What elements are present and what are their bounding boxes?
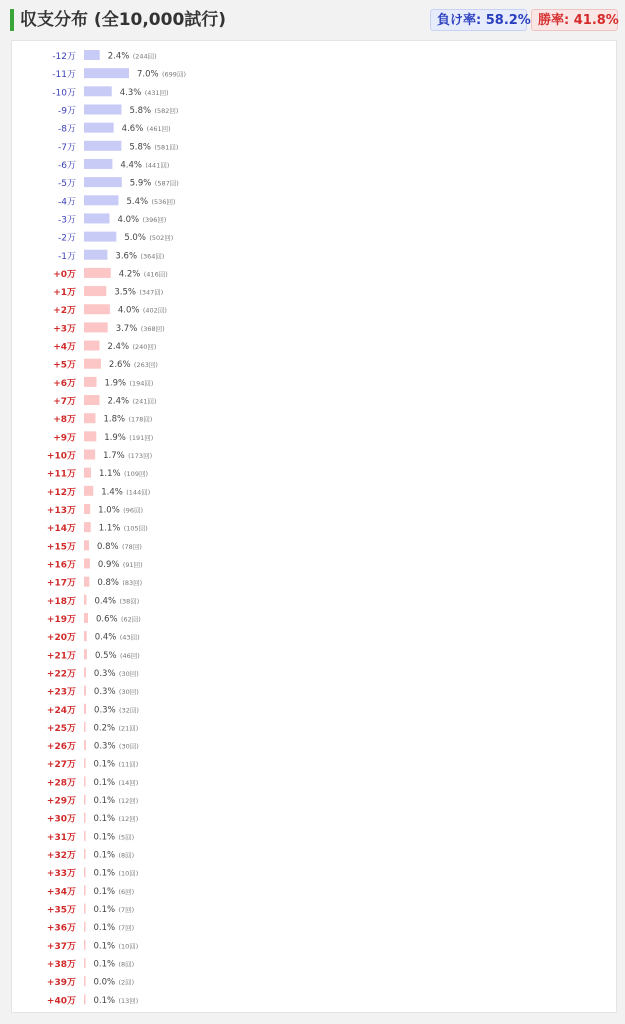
category-label: +32万 bbox=[46, 851, 76, 862]
count-label: (12回) bbox=[118, 815, 139, 824]
category-label: +19万 bbox=[46, 614, 76, 625]
bar bbox=[84, 595, 86, 605]
category-label: +15万 bbox=[46, 542, 76, 553]
percent-label: 5.8% bbox=[129, 105, 152, 116]
bar bbox=[84, 286, 106, 296]
category-label: +8万 bbox=[53, 415, 76, 426]
bar bbox=[84, 904, 86, 914]
percent-label: 0.1% bbox=[93, 923, 116, 934]
category-label: +16万 bbox=[46, 560, 76, 571]
bar bbox=[84, 885, 86, 895]
percent-label: 0.3% bbox=[94, 705, 116, 716]
percent-label: 0.1% bbox=[93, 850, 116, 861]
percent-label: 4.0% bbox=[117, 305, 140, 316]
count-label: (11回) bbox=[118, 760, 139, 769]
category-label: +23万 bbox=[46, 687, 76, 698]
category-label: +35万 bbox=[46, 905, 76, 916]
percent-label: 5.8% bbox=[129, 142, 152, 153]
percent-label: 0.1% bbox=[93, 832, 116, 843]
percent-label: 1.1% bbox=[99, 469, 121, 480]
bar bbox=[84, 649, 87, 659]
percent-label: 4.2% bbox=[118, 269, 141, 280]
category-label: +20万 bbox=[46, 633, 76, 644]
count-label: (10回) bbox=[118, 942, 139, 951]
percent-label: 0.1% bbox=[93, 886, 116, 897]
bar bbox=[84, 468, 91, 478]
percent-label: 1.1% bbox=[98, 523, 121, 534]
bar bbox=[84, 558, 90, 568]
bar bbox=[84, 686, 86, 696]
bar bbox=[84, 504, 90, 514]
count-label: (191回) bbox=[129, 433, 154, 442]
percent-label: 3.7% bbox=[115, 323, 138, 334]
bar bbox=[84, 195, 119, 205]
count-label: (178回) bbox=[128, 415, 153, 424]
bar bbox=[84, 849, 86, 859]
percent-label: 0.1% bbox=[93, 777, 116, 788]
win-rate-badge: 勝率: 41.8% bbox=[531, 9, 618, 31]
category-label: +0万 bbox=[53, 269, 76, 280]
count-label: (62回) bbox=[120, 615, 141, 624]
bar bbox=[84, 758, 86, 768]
count-label: (8回) bbox=[118, 851, 135, 860]
category-label: +34万 bbox=[46, 887, 76, 898]
count-label: (536回) bbox=[151, 197, 176, 206]
category-label: +33万 bbox=[46, 869, 76, 880]
percent-label: 1.9% bbox=[104, 432, 126, 443]
bar bbox=[84, 141, 121, 151]
category-label: -6万 bbox=[58, 160, 76, 171]
bar bbox=[84, 322, 108, 332]
category-label: +14万 bbox=[46, 524, 76, 535]
count-label: (30回) bbox=[118, 742, 139, 751]
count-label: (78回) bbox=[122, 542, 142, 551]
category-label: +36万 bbox=[46, 923, 76, 934]
category-label: +17万 bbox=[46, 578, 76, 589]
count-label: (416回) bbox=[143, 270, 168, 279]
bar bbox=[84, 213, 109, 223]
percent-label: 0.6% bbox=[95, 614, 118, 625]
percent-label: 0.8% bbox=[97, 578, 119, 589]
count-label: (5回) bbox=[118, 833, 135, 842]
bar bbox=[84, 232, 116, 242]
bar bbox=[84, 522, 91, 532]
count-label: (105回) bbox=[123, 524, 148, 533]
count-label: (10回) bbox=[118, 869, 139, 878]
category-label: -8万 bbox=[58, 124, 76, 135]
category-label: +5万 bbox=[53, 360, 76, 371]
count-label: (43回) bbox=[119, 633, 140, 642]
category-label: +25万 bbox=[46, 723, 76, 734]
bar bbox=[84, 722, 86, 732]
percent-label: 0.1% bbox=[93, 796, 116, 807]
count-label: (144回) bbox=[126, 488, 151, 497]
count-label: (8回) bbox=[118, 960, 135, 969]
bar bbox=[84, 540, 89, 550]
category-label: -11万 bbox=[52, 70, 76, 81]
category-label: +1万 bbox=[53, 288, 76, 299]
percent-label: 0.3% bbox=[93, 741, 116, 752]
category-label: +26万 bbox=[46, 742, 76, 753]
count-label: (38回) bbox=[119, 597, 140, 606]
category-label: +40万 bbox=[46, 996, 76, 1007]
category-label: +22万 bbox=[46, 669, 76, 680]
bar bbox=[84, 377, 96, 387]
bar bbox=[84, 831, 86, 841]
percent-label: 0.1% bbox=[93, 814, 116, 825]
percent-label: 4.3% bbox=[119, 87, 142, 98]
category-label: -9万 bbox=[58, 106, 76, 117]
bar bbox=[84, 740, 86, 750]
bar bbox=[84, 86, 112, 96]
bar bbox=[84, 976, 86, 986]
category-label: +21万 bbox=[46, 651, 76, 662]
category-label: -12万 bbox=[52, 52, 76, 62]
count-label: (30回) bbox=[118, 688, 139, 697]
count-label: (263回) bbox=[133, 361, 158, 370]
percent-label: 0.0% bbox=[93, 977, 116, 988]
percent-label: 3.6% bbox=[115, 251, 138, 262]
percent-label: 0.1% bbox=[93, 941, 116, 952]
category-label: +27万 bbox=[46, 760, 76, 771]
percent-label: 2.4% bbox=[107, 51, 130, 62]
category-label: +18万 bbox=[46, 596, 76, 607]
count-label: (699回) bbox=[162, 70, 186, 79]
count-label: (30回) bbox=[118, 669, 139, 678]
bar bbox=[84, 413, 95, 423]
category-label: +2万 bbox=[53, 306, 76, 317]
category-label: -7万 bbox=[58, 142, 76, 153]
percent-label: 5.0% bbox=[124, 233, 146, 244]
category-label: +11万 bbox=[46, 469, 76, 480]
percent-label: 5.4% bbox=[126, 196, 149, 207]
count-label: (461回) bbox=[146, 125, 171, 134]
percent-label: 0.2% bbox=[93, 723, 116, 734]
count-label: (241回) bbox=[132, 397, 157, 406]
count-label: (368回) bbox=[140, 324, 165, 333]
count-label: (502回) bbox=[149, 234, 174, 243]
category-label: -3万 bbox=[58, 215, 76, 226]
count-label: (7回) bbox=[118, 924, 135, 933]
percent-label: 0.9% bbox=[97, 559, 120, 570]
bar bbox=[84, 104, 121, 114]
category-label: -5万 bbox=[58, 179, 76, 190]
percent-label: 0.1% bbox=[93, 995, 116, 1006]
count-label: (581回) bbox=[154, 143, 179, 152]
bar bbox=[84, 268, 111, 278]
percent-label: 1.9% bbox=[104, 378, 127, 389]
bar bbox=[84, 68, 129, 78]
percent-label: 4.6% bbox=[121, 124, 144, 135]
category-label: -4万 bbox=[58, 197, 76, 208]
percent-label: 0.4% bbox=[94, 596, 117, 607]
count-label: (402回) bbox=[142, 306, 167, 315]
percent-label: 0.3% bbox=[93, 668, 116, 679]
count-label: (431回) bbox=[144, 88, 169, 97]
count-label: (364回) bbox=[140, 252, 165, 261]
bar bbox=[84, 667, 86, 677]
category-label: +24万 bbox=[46, 705, 76, 716]
bar bbox=[84, 486, 93, 496]
bar bbox=[84, 50, 100, 60]
category-label: -1万 bbox=[58, 251, 76, 262]
count-label: (347回) bbox=[139, 288, 164, 297]
count-label: (12回) bbox=[118, 797, 139, 806]
bar bbox=[84, 395, 100, 405]
percent-label: 0.5% bbox=[94, 650, 117, 661]
count-label: (6回) bbox=[118, 887, 135, 896]
percent-label: 4.0% bbox=[117, 214, 140, 225]
category-label: +37万 bbox=[46, 941, 76, 952]
percent-label: 0.8% bbox=[97, 541, 119, 552]
category-label: +28万 bbox=[46, 778, 76, 789]
bar bbox=[84, 795, 86, 805]
category-label: +13万 bbox=[46, 506, 76, 516]
category-label: +12万 bbox=[46, 487, 76, 498]
category-label: +39万 bbox=[46, 978, 76, 989]
bar bbox=[84, 631, 87, 641]
count-label: (83回) bbox=[122, 579, 143, 588]
percent-label: 1.8% bbox=[103, 414, 126, 425]
bar bbox=[84, 304, 110, 314]
percent-label: 4.4% bbox=[120, 160, 142, 171]
count-label: (2回) bbox=[118, 978, 135, 987]
bar bbox=[84, 341, 99, 351]
percent-label: 0.1% bbox=[93, 905, 116, 916]
bar bbox=[84, 994, 86, 1004]
bar bbox=[84, 359, 101, 369]
bar bbox=[84, 704, 86, 714]
count-label: (13回) bbox=[118, 996, 139, 1005]
count-label: (240回) bbox=[132, 343, 157, 352]
bar bbox=[84, 577, 89, 587]
bar bbox=[84, 613, 88, 623]
category-label: +7万 bbox=[53, 397, 76, 408]
percent-label: 0.1% bbox=[93, 868, 116, 879]
header bbox=[0, 0, 625, 40]
bar bbox=[84, 813, 86, 823]
percent-label: 0.1% bbox=[93, 959, 116, 970]
count-label: (91回) bbox=[122, 560, 143, 569]
count-label: (244回) bbox=[132, 52, 157, 61]
percent-label: 2.6% bbox=[108, 360, 131, 371]
category-label: +30万 bbox=[46, 814, 76, 825]
category-label: +10万 bbox=[46, 451, 76, 462]
chart-panel bbox=[11, 40, 617, 1013]
count-label: (32回) bbox=[119, 706, 139, 715]
category-label: -2万 bbox=[58, 233, 76, 244]
percent-label: 0.3% bbox=[93, 687, 116, 698]
count-label: (109回) bbox=[124, 470, 149, 479]
percent-label: 1.4% bbox=[101, 487, 123, 498]
count-label: (46回) bbox=[119, 651, 140, 660]
percent-label: 1.0% bbox=[98, 505, 120, 516]
bar bbox=[84, 250, 107, 260]
bar bbox=[84, 958, 86, 968]
bar bbox=[84, 177, 122, 187]
count-label: (587回) bbox=[154, 179, 179, 188]
count-label: (396回) bbox=[142, 215, 167, 224]
count-label: (96回) bbox=[123, 506, 144, 515]
count-label: (14回) bbox=[118, 778, 139, 787]
bar bbox=[84, 159, 112, 169]
bar bbox=[84, 940, 86, 950]
bar bbox=[84, 867, 86, 877]
category-label: +3万 bbox=[53, 324, 76, 335]
category-label: +6万 bbox=[53, 378, 76, 389]
percent-label: 2.4% bbox=[107, 396, 130, 407]
page-title: 収支分布 (全10,000試行) bbox=[20, 10, 227, 30]
percent-label: 1.7% bbox=[103, 451, 125, 462]
category-label: +31万 bbox=[46, 832, 76, 843]
category-label: +9万 bbox=[53, 433, 76, 444]
count-label: (582回) bbox=[154, 106, 179, 115]
count-label: (173回) bbox=[128, 452, 153, 461]
percent-label: 7.0% bbox=[137, 69, 159, 80]
count-label: (441回) bbox=[145, 161, 170, 170]
title-accent-bar bbox=[10, 9, 14, 31]
count-label: (7回) bbox=[118, 906, 135, 915]
bar bbox=[84, 450, 95, 460]
bar bbox=[84, 922, 86, 932]
percent-label: 3.5% bbox=[114, 287, 136, 298]
count-label: (194回) bbox=[129, 379, 154, 388]
percent-label: 0.1% bbox=[93, 759, 116, 770]
bar bbox=[84, 431, 96, 441]
category-label: +38万 bbox=[46, 960, 76, 970]
percent-label: 2.4% bbox=[107, 342, 130, 353]
category-label: -10万 bbox=[52, 88, 76, 99]
category-label: +29万 bbox=[46, 796, 76, 807]
lose-rate-badge: 負け率: 58.2% bbox=[430, 9, 527, 31]
bar bbox=[84, 123, 114, 133]
percent-label: 0.4% bbox=[94, 632, 117, 643]
distribution-chart bbox=[12, 41, 618, 1014]
bar bbox=[84, 776, 86, 786]
count-label: (21回) bbox=[118, 724, 139, 733]
percent-label: 5.9% bbox=[129, 178, 152, 189]
category-label: +4万 bbox=[53, 342, 76, 353]
